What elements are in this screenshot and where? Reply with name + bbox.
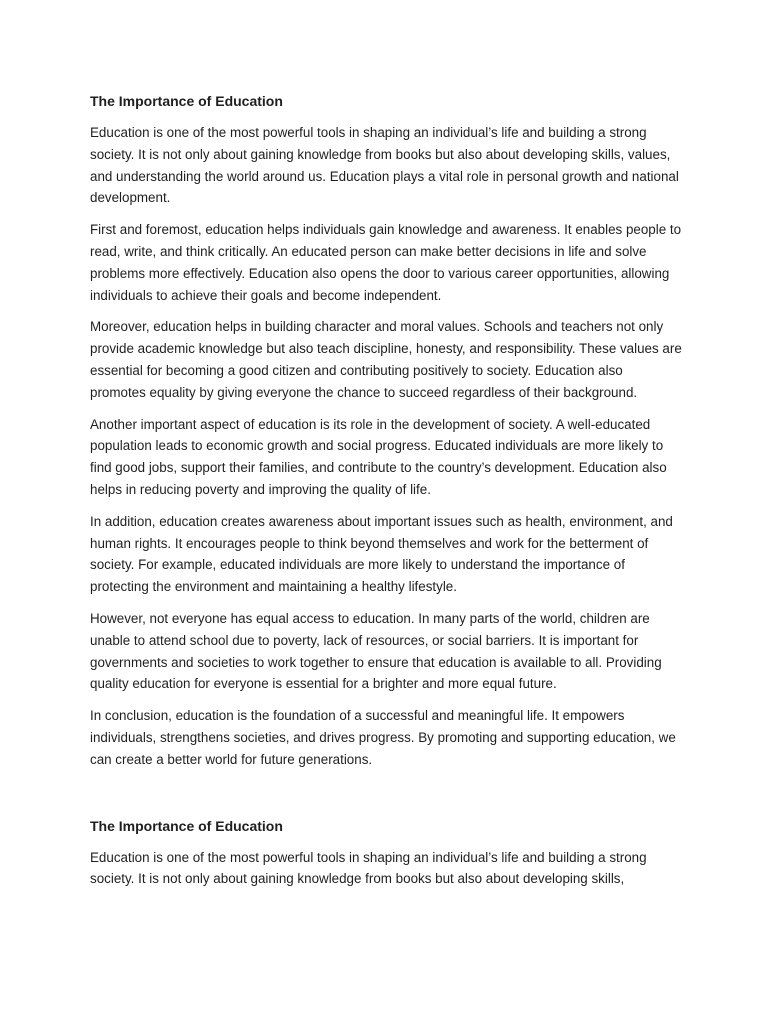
document-title-repeat: The Importance of Education [90, 817, 283, 834]
paragraph-intro: Education is one of the most powerful tools in shaping an individual’s life and building a strong society. It is not only about gaining knowledge from books but also about developing skills, values, and understanding the world around us. Education plays a vital role in personal growth and national development. [90, 125, 679, 206]
paragraph-intro-repeat: Education is one of the most powerful tools in shaping an individual’s life and building a strong society. It is not only about gaining knowledge from books but also about developing skills, [90, 849, 647, 887]
document-page [90, 90, 682, 900]
document-title: The Importance of Education [90, 93, 283, 109]
paragraph-conclusion: In conclusion, education is the foundation of a successful and meaningful life. It empowers individuals, strengthens societies, and drives progress. By promoting and supporting education, we can create a better world for future generations. [90, 708, 676, 767]
paragraph-knowledge: First and foremost, education helps individuals gain knowledge and awareness. It enables people to read, write, and think critically. An educated person can make better decisions in life and solve problems more effectively. Education also opens the door to various career opportunities, allowing individuals to achieve their goals and become independent. [90, 222, 682, 303]
paragraph-awareness: In addition, education creates awareness about important issues such as health, environment, and human rights. It encourages people to think beyond themselves and work for the betterment of society. For example, educated individuals are more likely to understand the importance of protecting the environment and maintaining a healthy lifestyle. [90, 513, 673, 595]
section-spacer [90, 781, 682, 815]
paragraph-society: Another important aspect of education is its role in the development of society. A well-educated population leads to economic growth and social progress. Educated individuals are more likely to find good jobs, support their families, and contribute to the country’s development. Education also helps in reducing poverty and improving the quality of life. [90, 416, 667, 497]
paragraph-character: Moreover, education helps in building character and moral values. Schools and teachers not only provide academic knowledge but also teach discipline, honesty, and responsibility. These values are essential for becoming a good citizen and contributing positively to society. Education also promotes equality by giving everyone the chance to succeed regardless of their background. [90, 319, 682, 400]
paragraph-access: However, not everyone has equal access to education. In many parts of the world, children are unable to attend school due to poverty, lack of resources, or social barriers. It is important for governments and societies to work together to ensure that education is available to all. Providing quality education for everyone is essential for a brighter and more equal future. [90, 610, 662, 692]
